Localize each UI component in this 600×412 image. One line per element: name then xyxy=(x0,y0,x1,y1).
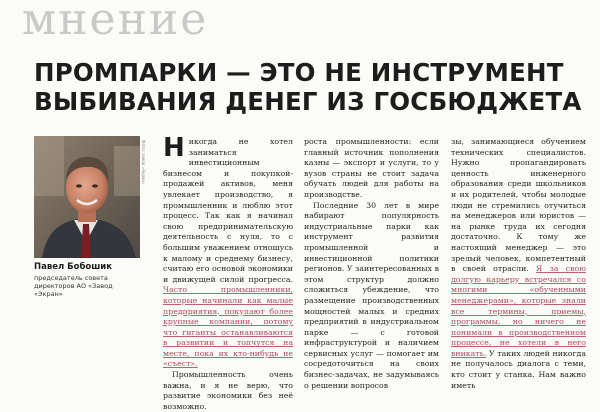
article-column-3 xyxy=(451,137,586,402)
author-photo xyxy=(34,136,140,258)
article-paragraph xyxy=(163,133,293,370)
article-column-1 xyxy=(163,133,293,411)
article-paragraph: роста промышленности: если главный источник пополнения казны — экспорт и услуги, то у вузов страны не стоит задача обучать людей для работы на производстве. xyxy=(304,137,439,199)
paragraph-text: У таких людей никогда не получалось диалога с теми, кто стоит у станка. Нам важно иметь xyxy=(451,348,586,390)
author-name: Павел Бобошик xyxy=(34,262,113,272)
paragraph-text: икогда не хотел заниматься инвестиционным бизнесом и покупкой-продажей активов, меня увлекает производство, я промышленник и люблю этот процесс. Так как я начинал свою предпринимательскую деятельность с нуля, то с большим уважением отношусь к малому и среднему бизнесу, считаю его основой экономики и движущей силой прогресса. xyxy=(163,137,293,284)
section-tag: мнение xyxy=(22,0,209,45)
headline xyxy=(34,58,594,116)
author-title: председатель совета директоров АО «Завод «Экран» xyxy=(34,274,113,298)
drop-cap: Н xyxy=(163,133,185,163)
paragraph-text: зы, занимающиеся обучением технических специалистов. Нужно пропагандировать ценность инженерного образования среди школьников и их родителей, чтобы молодые люди не стремились отучиться на менеджеров или юристов — на рынке труда их сегодня достаточно. К тому же настоящий менеджер — это зрелый человек, компетентный в своей отрасли. xyxy=(451,137,586,274)
article-column-2 xyxy=(304,137,439,402)
headline-line-2: ВЫБИВАНИЯ ДЕНЕГ ИЗ ГОСБЮДЖЕТА xyxy=(34,87,582,116)
highlighted-quote: Часто промышленники, которые начинали как малые предприятия, покупают более крупные компании, потому что гиганты останавливаются в развитии и топчутся на месте, пока их кто-нибудь не «съест». xyxy=(163,285,293,369)
author-byline xyxy=(34,262,138,298)
article-paragraph: Последние 30 лет в мире набирают популярность индустриальные парки как инструмент развития промышленной и инвестиционной политики регионов. У заинтересованных в этом структур должно сложиться убеждение, что размещение производственных мощностей малых и средних предприятий в индустриальном парке — с готовой инфраструктурой и наличием сервисных услуг — помогает им сосредоточиться на своих бизнес-задачах, не задумываясь о решении вопросов xyxy=(304,200,439,390)
article-paragraph xyxy=(451,137,586,391)
highlighted-quote: Я за свою долгую карьеру встречался со многими «обученными менеджерами», которые знали все термины, приемы, программы, но ничего не понимали в производственном процессе, не хотели в него вникать. xyxy=(451,264,586,358)
headline-line-1: ПРОМПАРКИ — ЭТО НЕ ИНСТРУМЕНТ xyxy=(34,58,564,87)
article-paragraph: Промышленность очень важна, и я не верю, что развитие экономики без неё возможно. xyxy=(163,370,293,411)
author-portrait-image xyxy=(34,136,140,258)
photo-credit: Фото: завод «Экран» xyxy=(141,140,146,185)
